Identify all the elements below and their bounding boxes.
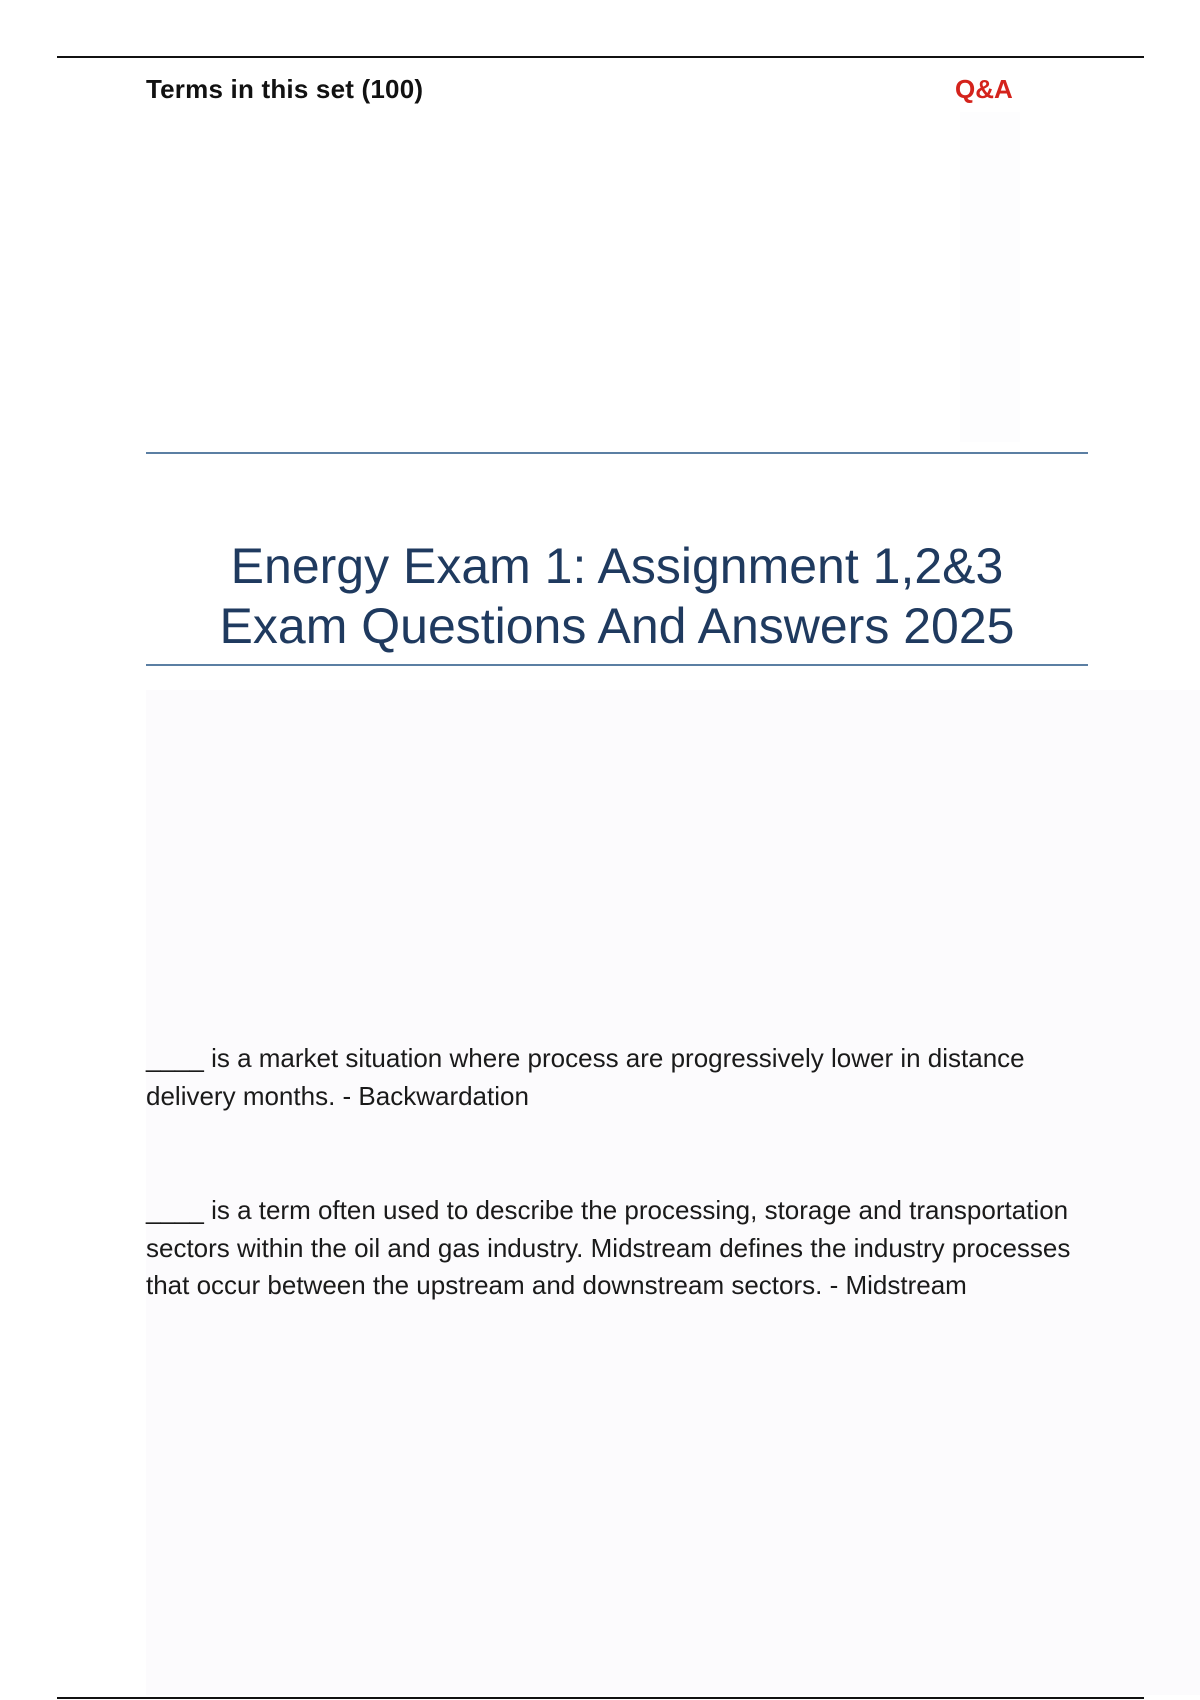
header-shade-strip [960, 112, 1020, 442]
qa-list [146, 1040, 1106, 1382]
title-rule-lower [146, 664, 1088, 666]
qa-item: ____ is a market situation where process are progressively lower in distance delivery months. - Backwardation [146, 1043, 1025, 1111]
title-line-1: Energy Exam 1: Assignment 1,2&3 [230, 538, 1004, 594]
title-rule-upper [146, 452, 1088, 454]
document-title [146, 536, 1088, 656]
terms-count-heading: Terms in this set (100) [146, 74, 424, 104]
page-bottom-rule [57, 1697, 1144, 1699]
qa-badge: Q&A [955, 74, 1013, 104]
title-line-2: Exam Questions And Answers 2025 [219, 598, 1015, 654]
qa-item: ____ is a term often used to describe the processing, storage and transportation sectors within the oil and gas industry. Midstream defines the industry processes that occur between the upstream and downstream sectors. - Midstream [146, 1195, 1071, 1300]
page-top-rule [57, 56, 1144, 58]
